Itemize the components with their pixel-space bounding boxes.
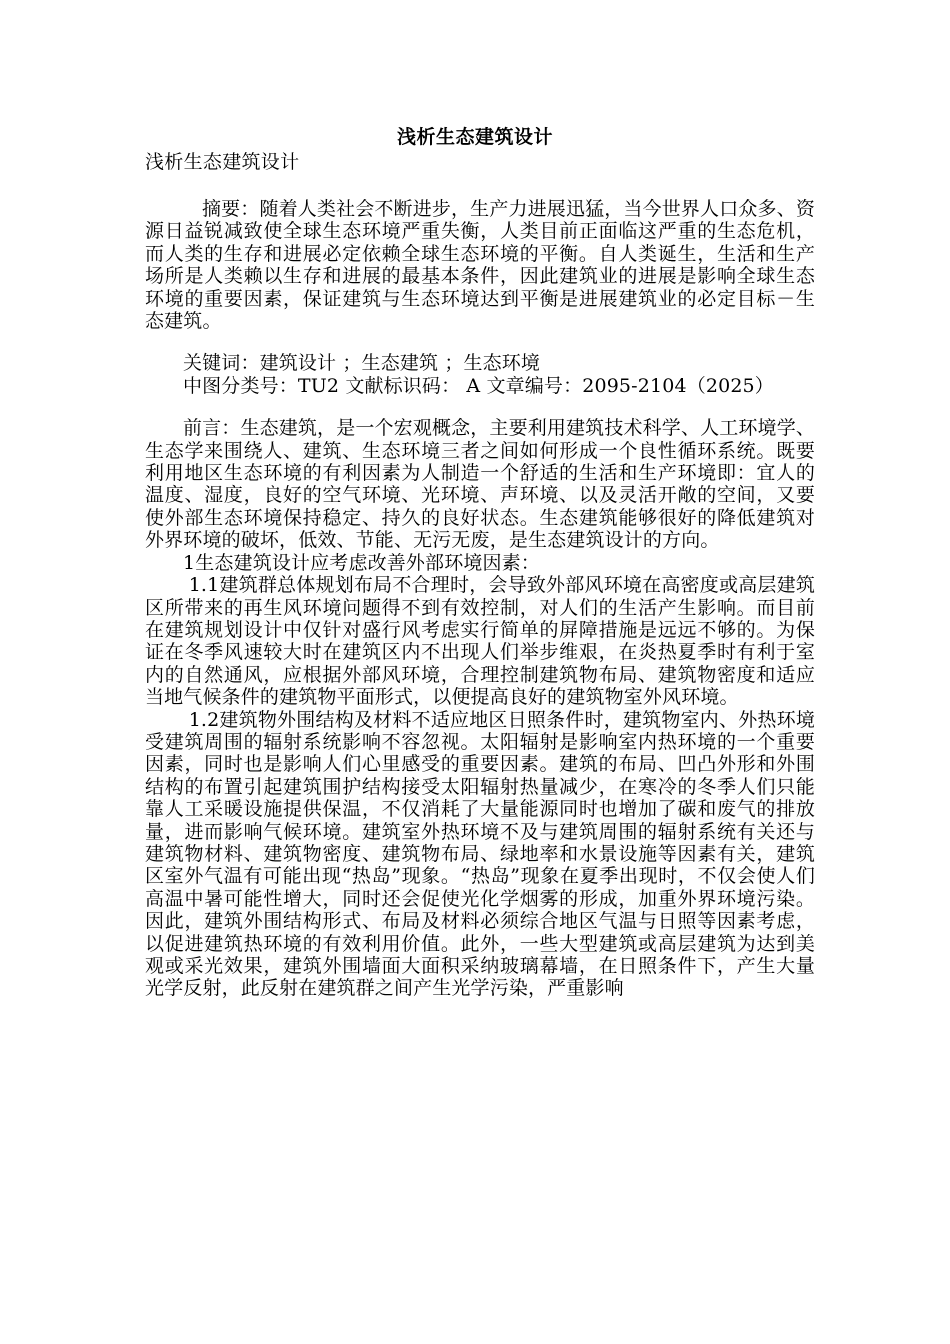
abstract-paragraph: 摘要：随着人类社会不断进步，生产力进展迅猛，当今世界人口众多、资源日益锐减致使全球生态环境严重失衡，人类目前正面临这严重的生态危机，而人类的生存和进展必定依赖全球生态环境的平衡。自人类诞生，生活和生产场所是人类赖以生存和进展的最基本条件，因此建筑业的进展是影响全球生态环境的重要因素，保证建筑与生态环境达到平衡是进展建筑业的必定目标－生态建筑。 — [145, 198, 815, 333]
document-subtitle: 浅析生态建筑设计 — [145, 151, 300, 173]
preface-paragraph: 前言：生态建筑，是一个宏观概念，主要利用建筑技术科学、人工环境学、生态学来围绕人、建筑、生态环境三者之间如何形成一个良性循环系统。既要利用地区生态环境的有利因素为人制造一个舒适的生活和生产环境即：宜人的温度、湿度，良好的空气环境、光环境、声环境、以及灵活开敞的空间，又要使外部生态环境保持稳定、持久的良好状态。生态建筑能够很好的降低建筑对外界环境的破坏，低效、节能、无污无废，是生态建筑设计的方向。 — [145, 417, 815, 552]
classification-line: 中图分类号：TU2 文献标识码： A 文章编号：2095-2104（2025） — [183, 374, 774, 397]
section-1-heading: 1生态建筑设计应考虑改善外部环境因素： — [183, 551, 540, 574]
document-title: 浅析生态建筑设计 — [396, 126, 553, 148]
keywords-line: 关键词：建筑设计 ；生态建筑 ；生态环境 — [183, 352, 541, 375]
section-1-2-paragraph: 1.2建筑物外围结构及材料不适应地区日照条件时，建筑物室内、外热环境受建筑周围的辐射系统影响不容忽视。太阳辐射是影响室内热环境的一个重要因素，同时也是影响人们心里感受的重要因素。建筑的布局、凹凸外形和外围结构的布置引起建筑围护结构接受太阳辐射热量减少，在寒冷的冬季人们只能靠人工采暖设施提供保温，不仅消耗了大量能源同时也增加了碳和废气的排放量，进而影响气候环境。建筑室外热环境不及与建筑周围的辐射系统有关还与建筑物材料、建筑物密度、建筑物布局、绿地率和水景设施等因素有关，建筑区室外气温有可能出现“热岛”现象。“热岛”现象在夏季出现时，不仅会使人们高温中暑可能性增大，同时还会促使光化学烟雾的形成，加重外界环境污染。因此，建筑外围结构形式、布局及材料必须综合地区气温与日照等因素考虑，以促进建筑热环境的有效利用价值。此外，一些大型建筑或高层建筑为达到美观或采光效果，建筑外围墙面大面积采纳玻璃幕墙，在日照条件下，产生大量光学反射，此反射在建筑群之间产生光学污染，严重影响 — [145, 708, 815, 1000]
document-body — [145, 198, 815, 1000]
section-1-1-paragraph: 1.1建筑群总体规划布局不合理时，会导致外部风环境在高密度或高层建筑区所带来的再生风环境问题得不到有效控制，对人们的生活产生影响。而目前在建筑规划设计中仅针对盛行风考虑实行简单的屏障措施是远远不够的。为保证在冬季风速较大时在建筑区内不出现人们举步维艰，在炎热夏季时有利于室内的自然通风，应根据外部风环境，合理控制建筑物布局、建筑物密度和适应当地气候条件的建筑物平面形式，以便提高良好的建筑物室外风环境。 — [145, 574, 815, 709]
